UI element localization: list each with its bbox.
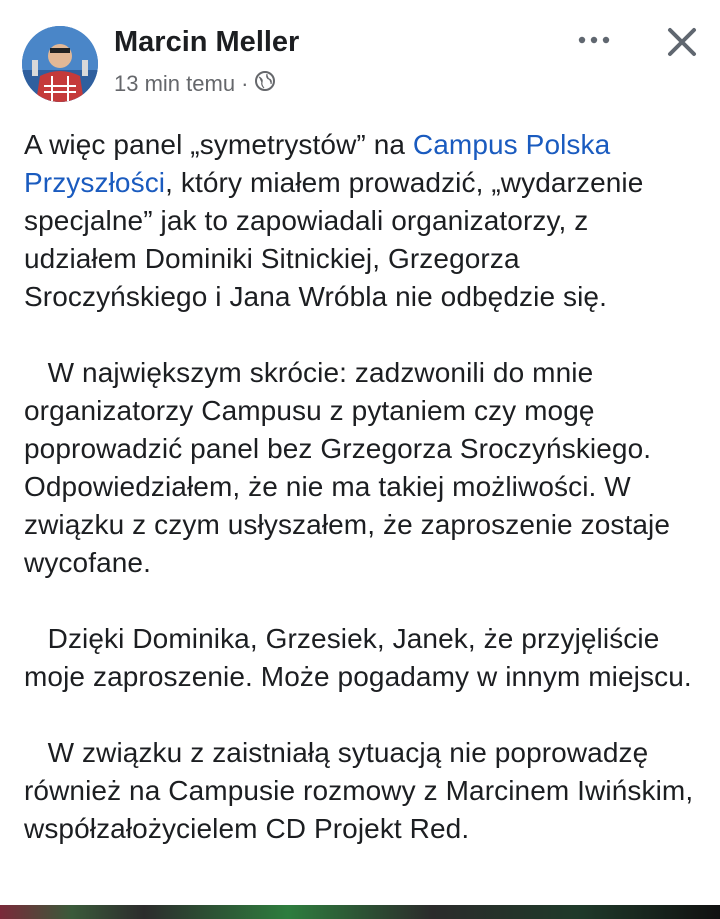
globe-icon [254, 70, 276, 98]
more-options-button[interactable] [574, 22, 614, 58]
meta-separator: · [241, 71, 249, 96]
close-icon [667, 27, 697, 57]
next-content-strip [0, 905, 720, 919]
paragraph-1-text-start: A więc panel „symetrystów” na [24, 129, 413, 160]
paragraph-1 [24, 126, 704, 316]
avatar[interactable] [22, 26, 98, 102]
campus-link[interactable]: Campus Polska Przyszłości [24, 129, 611, 198]
paragraph-1-text-end: , który miałem prowadzić, „wydarzenie specjalne” jak to zapowiadali organizatorzy, z udziałem Dominiki Sitnickiej, Grzegorza Sroczyńskiego i Jana Wróbla nie odbędzie się. [24, 167, 644, 312]
close-button[interactable] [662, 22, 702, 62]
paragraph-3-text: Dzięki Dominika, Grzesiek, Janek, że przyjęliście moje zaproszenie. Może pogadamy w innym miejscu. [24, 623, 692, 692]
post-body [24, 126, 704, 886]
post-timestamp[interactable]: 13 min temu [114, 71, 236, 96]
author-name[interactable]: Marcin Meller [114, 26, 300, 58]
paragraph-3 [24, 620, 704, 696]
paragraph-4-text: W związku z zaistniałą sytuacją nie poprowadzę również na Campusie rozmowy z Marcinem Iwińskim, współzałożycielem CD Projekt Red. [24, 737, 694, 844]
paragraph-2 [24, 354, 704, 582]
paragraph-2-text: W największym skrócie: zadzwonili do mnie organizatorzy Campusu z pytaniem czy mogę poprowadzić panel bez Grzegorza Sroczyńskiego. Odpowiedziałem, że nie ma takiej możliwości. W związku z czym usłyszałem, że zaproszenie zostaje wycofane. [24, 357, 671, 578]
post-meta [114, 70, 276, 98]
more-icon [576, 34, 612, 46]
paragraph-4 [24, 734, 704, 848]
